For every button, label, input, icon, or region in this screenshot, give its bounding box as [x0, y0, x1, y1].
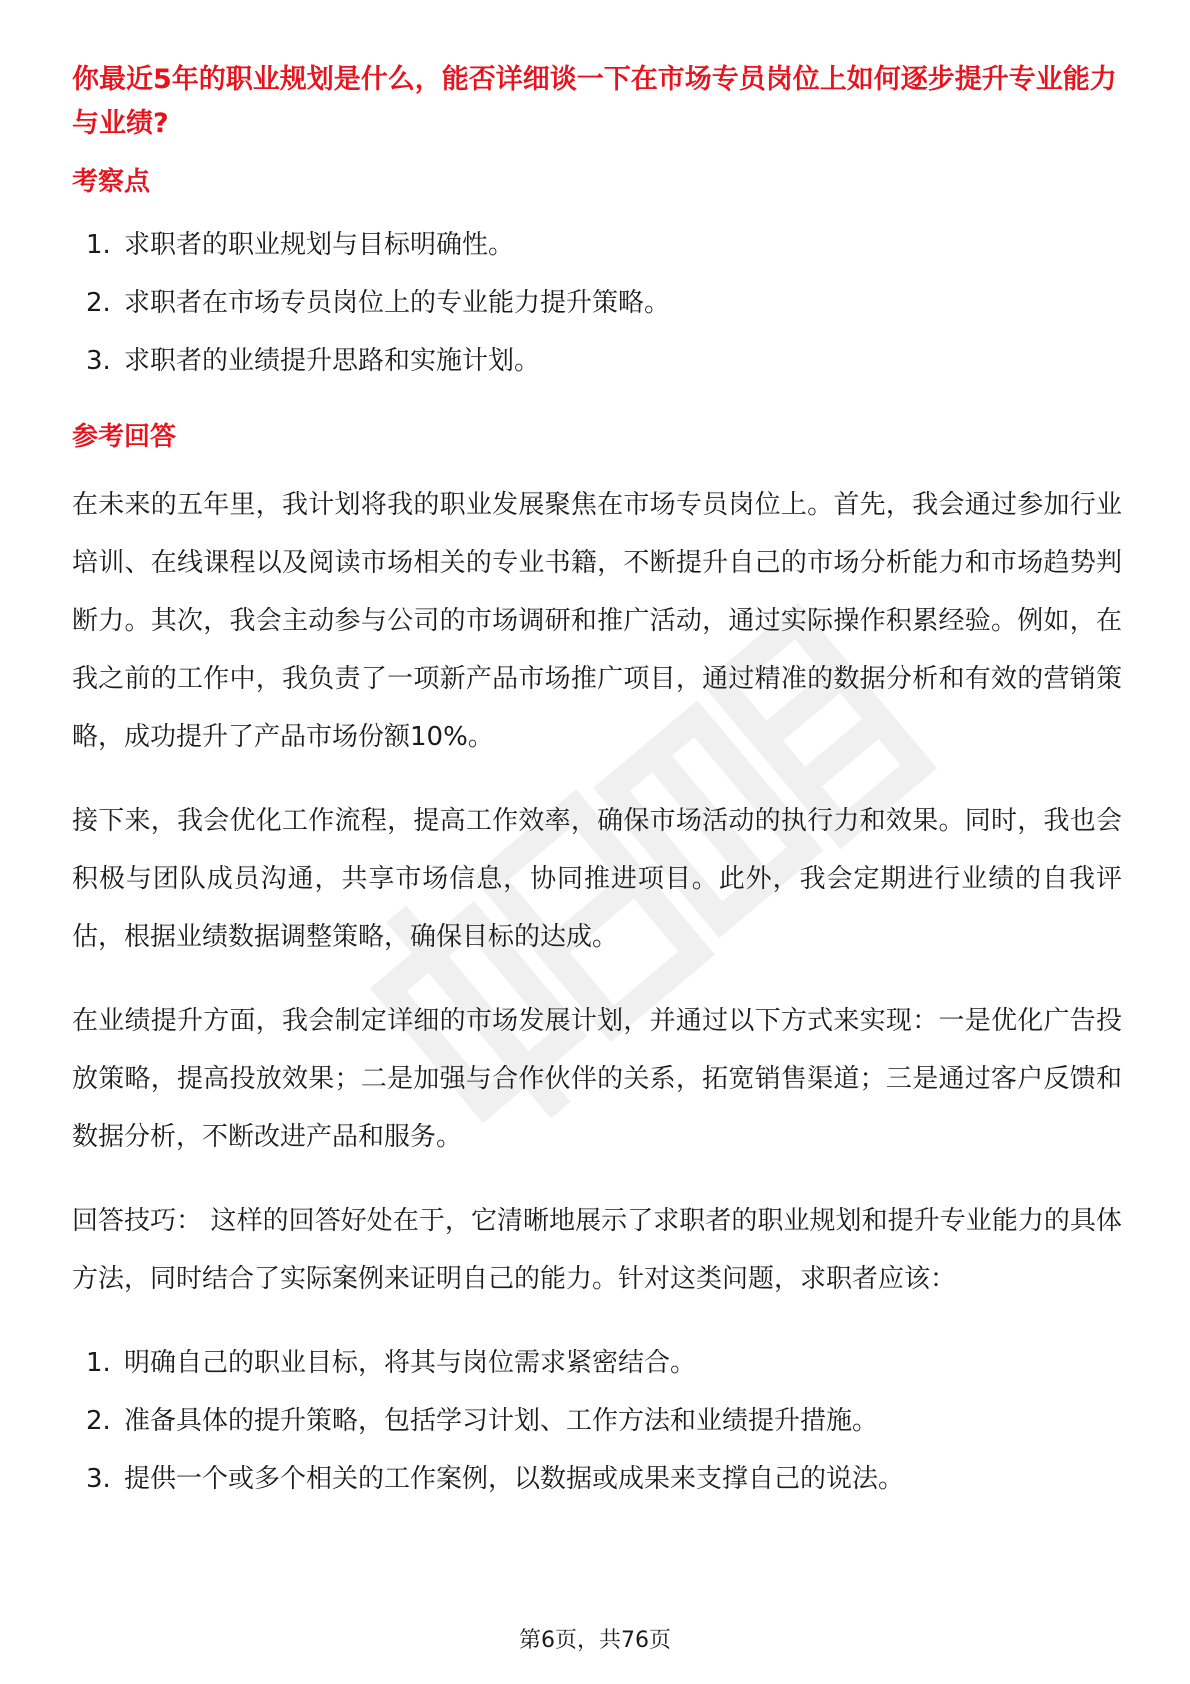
reference-answer-title: 参考回答	[72, 422, 177, 452]
list-text: 明确自己的职业目标，将其与岗位需求紧密结合。	[124, 1348, 697, 1378]
list-text: 准备具体的提升策略，包括学习计划、工作方法和业绩提升措施。	[124, 1406, 879, 1436]
list-number: 2.	[86, 1406, 111, 1436]
answer-paragraph: 在未来的五年里，我计划将我的职业发展聚焦在市场专员岗位上。首先，我会通过参加行业培训、在线课程以及阅读市场相关的专业书籍，不断提升自己的市场分析能力和市场趋势判断力。其次，我会主动参与公司的市场调研和推广活动，通过实际操作积累经验。例如，在我之前的工作中，我负责了一项新产品市场推广项目，通过精准的数据分析和有效的营销策略，成功提升了产品市场份额10%。	[72, 490, 1122, 752]
list-item	[72, 1450, 1122, 1508]
list-text: 提供一个或多个相关的工作案例，以数据或成果来支撑自己的说法。	[124, 1464, 905, 1494]
list-item	[72, 1334, 1122, 1392]
list-number: 3.	[86, 346, 111, 376]
answer-paragraph: 在业绩提升方面，我会制定详细的市场发展计划，并通过以下方式来实现：一是优化广告投放策略，提高投放效果；二是加强与合作伙伴的关系，拓宽销售渠道；三是通过客户反馈和数据分析，不断改进产品和服务。	[72, 1006, 1122, 1152]
list-item	[72, 216, 1122, 274]
exam-points-list	[72, 216, 1122, 390]
exam-points-title: 考察点	[72, 167, 151, 197]
list-item	[72, 1392, 1122, 1450]
list-text: 求职者在市场专员岗位上的专业能力提升策略。	[124, 288, 671, 318]
document-page	[72, 58, 1122, 1508]
list-number: 2.	[86, 288, 111, 318]
page-footer: 第6页，共76页	[519, 1628, 671, 1653]
answer-paragraph: 接下来，我会优化工作流程，提高工作效率，确保市场活动的执行力和效果。同时，我也会积极与团队成员沟通，共享市场信息，协同推进项目。此外，我会定期进行业绩的自我评估，根据业绩数据调整策略，确保目标的达成。	[72, 806, 1122, 952]
list-item	[72, 332, 1122, 390]
answer-tips-paragraph: 回答技巧： 这样的回答好处在于，它清晰地展示了求职者的职业规划和提升专业能力的具体方法，同时结合了实际案例来证明自己的能力。针对这类问题，求职者应该：	[72, 1206, 1122, 1294]
list-item	[72, 274, 1122, 332]
tips-list	[72, 1334, 1122, 1508]
list-text: 求职者的职业规划与目标明确性。	[124, 230, 515, 260]
question-heading: 你最近5年的职业规划是什么，能否详细谈一下在市场专员岗位上如何逐步提升专业能力与业绩?	[72, 64, 1117, 139]
list-text: 求职者的业绩提升思路和实施计划。	[124, 346, 541, 376]
list-number: 1.	[86, 1348, 111, 1378]
list-number: 1.	[86, 230, 111, 260]
list-number: 3.	[86, 1464, 111, 1494]
